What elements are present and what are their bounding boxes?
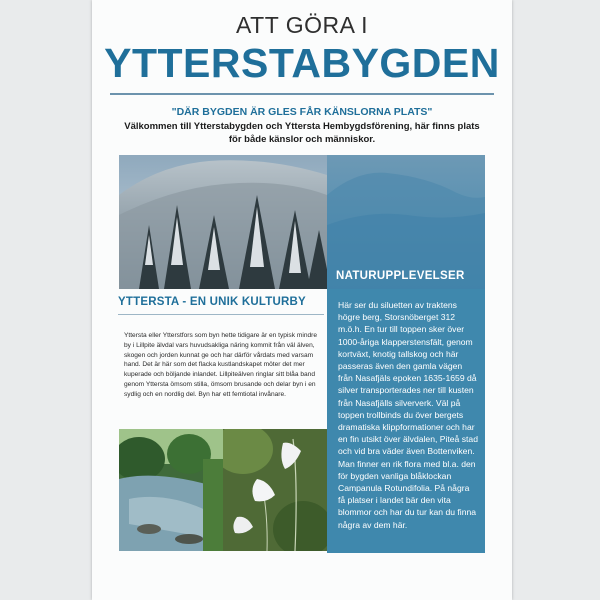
- brochure-page: [92, 0, 512, 600]
- nature-heading: NATURUPPLEVELSER: [336, 270, 465, 282]
- mountain-silhouette-photo: [327, 155, 485, 289]
- title-divider: [110, 93, 494, 95]
- kultur-divider: [118, 314, 324, 315]
- nature-text: Här ser du siluetten av traktens högre berg, Storsnöberget 312 m.ö.h. En tur till toppen sker över 1000-åriga klapperstensfält, genom kortväxt, knotig tallskog och här passeras även den gamla vägen från Nasafjäls epoken 1635-1659 då silver transporterades ner till kusten från Nasafjälls silververk. Väl på toppen trollbinds du över bergets dramatiska klippformationer och har en fin utsikt över älvdalen, Piteå stad och vid bra väder även Bottenviken. Man finner en rik flora med bl.a. den för bygden vanliga blåklockan Campanula Rotundifolia. På några få platser i landet bär den vita blommor och har du tur kan du finna några av dem här.: [338, 300, 478, 530]
- snowy-forest-photo: [119, 155, 327, 289]
- harebell-flower-photo: [223, 429, 327, 551]
- kultur-text: Yttersta eller Ytterstfors som byn hette tidigare är en typisk mindre by i Lillpite älvdal vars huvudsakliga näring kommit från väl älven, skogen och jorden kunnat ge och har därför vårdats med varsam hand. Det är här som det flacka kustlandskapet möter det mer kuperade och böljande inlandet. Lillpiteälven ringlar sitt blåa band genom Yttersta ömsom stilla, ömsom brusande och delar byn i en sydlig och en nordlig del. Byn har ett femtiotal invånare.: [124, 332, 318, 398]
- kultur-heading: YTTERSTA - EN UNIK KULTURBY: [118, 296, 306, 308]
- river-photo: [119, 429, 223, 551]
- slogan: "DÄR BYGDEN ÄR GLES FÅR KÄNSLORNA PLATS": [171, 106, 433, 118]
- intro-text: Välkommen till Ytterstabygden och Yttersta Hembygdsförening, här finns plats för både känslor och människor.: [124, 121, 480, 145]
- page-title: YTTERSTABYGDEN: [104, 40, 500, 86]
- pre-title: ATT GÖRA I: [236, 12, 368, 38]
